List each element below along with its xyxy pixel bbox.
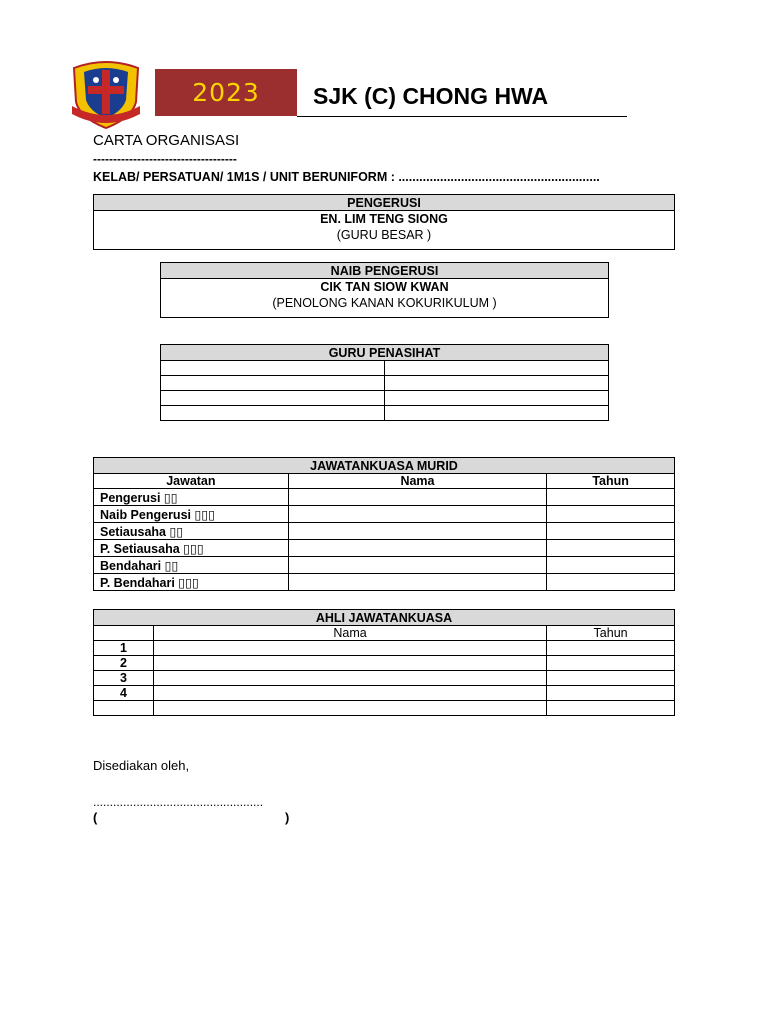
school-logo (66, 58, 146, 132)
position-label: Bendahari ▯▯ (94, 557, 289, 574)
pengerusi-name: EN. LIM TENG SIONG (320, 212, 448, 226)
name-cell[interactable] (288, 574, 546, 591)
table-row (94, 540, 675, 557)
year-cell[interactable] (547, 641, 675, 656)
table-row (94, 701, 675, 716)
year-cell[interactable] (547, 506, 675, 523)
pengerusi-heading: PENGERUSI (94, 195, 675, 211)
guru-cell[interactable] (385, 406, 609, 421)
pengerusi-box (93, 194, 675, 250)
column-header-nama: Nama (288, 474, 546, 489)
guru-penasihat-table (160, 344, 609, 421)
prepared-by-label: Disediakan oleh, (93, 758, 190, 773)
page-title: CARTA ORGANISASI (93, 132, 240, 149)
table-row (94, 574, 675, 591)
year-cell[interactable] (547, 574, 675, 591)
position-label: Naib Pengerusi ▯▯▯ (94, 506, 289, 523)
position-label: P. Bendahari ▯▯▯ (94, 574, 289, 591)
year-cell[interactable] (547, 686, 675, 701)
naib-pengerusi-heading: NAIB PENGERUSI (161, 263, 609, 279)
club-field-line: KELAB/ PERSATUAN/ 1M1S / UNIT BERUNIFORM : .......................................................... (93, 170, 600, 184)
naib-pengerusi-body (161, 279, 609, 318)
header-underline (297, 116, 627, 117)
position-label: Setiausaha ▯▯ (94, 523, 289, 540)
table-row (94, 489, 675, 506)
name-cell[interactable] (153, 701, 546, 716)
name-cell[interactable] (153, 686, 546, 701)
signature-line: ................................................... (93, 795, 264, 809)
table-row (94, 557, 675, 574)
name-cell[interactable] (153, 641, 546, 656)
table-row (94, 656, 675, 671)
naib-pengerusi-box (160, 262, 609, 318)
year-cell[interactable] (547, 489, 675, 506)
pengerusi-role: (GURU BESAR ) (336, 228, 432, 242)
row-number: 2 (94, 656, 154, 671)
guru-cell[interactable] (385, 391, 609, 406)
name-cell[interactable] (288, 489, 546, 506)
position-label: Pengerusi ▯▯ (94, 489, 289, 506)
jawatankuasa-murid-heading: JAWATANKUASA MURID (94, 458, 675, 474)
year-cell[interactable] (547, 701, 675, 716)
row-number: 4 (94, 686, 154, 701)
name-cell[interactable] (153, 671, 546, 686)
row-number (94, 701, 154, 716)
name-cell[interactable] (288, 557, 546, 574)
name-cell[interactable] (288, 540, 546, 557)
pengerusi-body (94, 211, 675, 250)
naib-pengerusi-role: (PENOLONG KANAN KOKURIKULUM ) (272, 296, 497, 310)
year-cell[interactable] (547, 523, 675, 540)
name-cell[interactable] (288, 523, 546, 540)
column-header-jawatan: Jawatan (94, 474, 289, 489)
year-cell[interactable] (547, 557, 675, 574)
guru-cell[interactable] (385, 361, 609, 376)
title-underline: ------------------------------------ (93, 152, 237, 166)
guru-penasihat-heading: GURU PENASIHAT (161, 345, 609, 361)
name-cell[interactable] (288, 506, 546, 523)
column-header-nama: Nama (153, 626, 546, 641)
jawatankuasa-murid-table (93, 457, 675, 591)
name-paren-open: ( (93, 810, 98, 825)
table-row (161, 376, 609, 391)
position-label: P. Setiausaha ▯▯▯ (94, 540, 289, 557)
table-row (94, 641, 675, 656)
row-number: 3 (94, 671, 154, 686)
ahli-jawatankuasa-table (93, 609, 675, 716)
column-header-number (94, 626, 154, 641)
name-paren-close: ) (285, 810, 290, 825)
guru-cell[interactable] (385, 376, 609, 391)
name-cell[interactable] (153, 656, 546, 671)
table-row (94, 671, 675, 686)
table-row (161, 406, 609, 421)
table-row (94, 506, 675, 523)
column-header-tahun: Tahun (547, 474, 675, 489)
school-name: SJK (C) CHONG HWA (313, 83, 549, 109)
guru-cell[interactable] (161, 391, 385, 406)
row-number: 1 (94, 641, 154, 656)
column-header-tahun: Tahun (547, 626, 675, 641)
ahli-jawatankuasa-heading: AHLI JAWATANKUASA (94, 610, 675, 626)
table-row (161, 361, 609, 376)
year-cell[interactable] (547, 540, 675, 557)
year-badge: 2023 (155, 69, 297, 116)
naib-pengerusi-name: CIK TAN SIOW KWAN (320, 280, 449, 294)
table-row (161, 391, 609, 406)
year-cell[interactable] (547, 656, 675, 671)
guru-cell[interactable] (161, 361, 385, 376)
table-row (94, 523, 675, 540)
year-cell[interactable] (547, 671, 675, 686)
guru-cell[interactable] (161, 376, 385, 391)
table-row (94, 686, 675, 701)
guru-cell[interactable] (161, 406, 385, 421)
